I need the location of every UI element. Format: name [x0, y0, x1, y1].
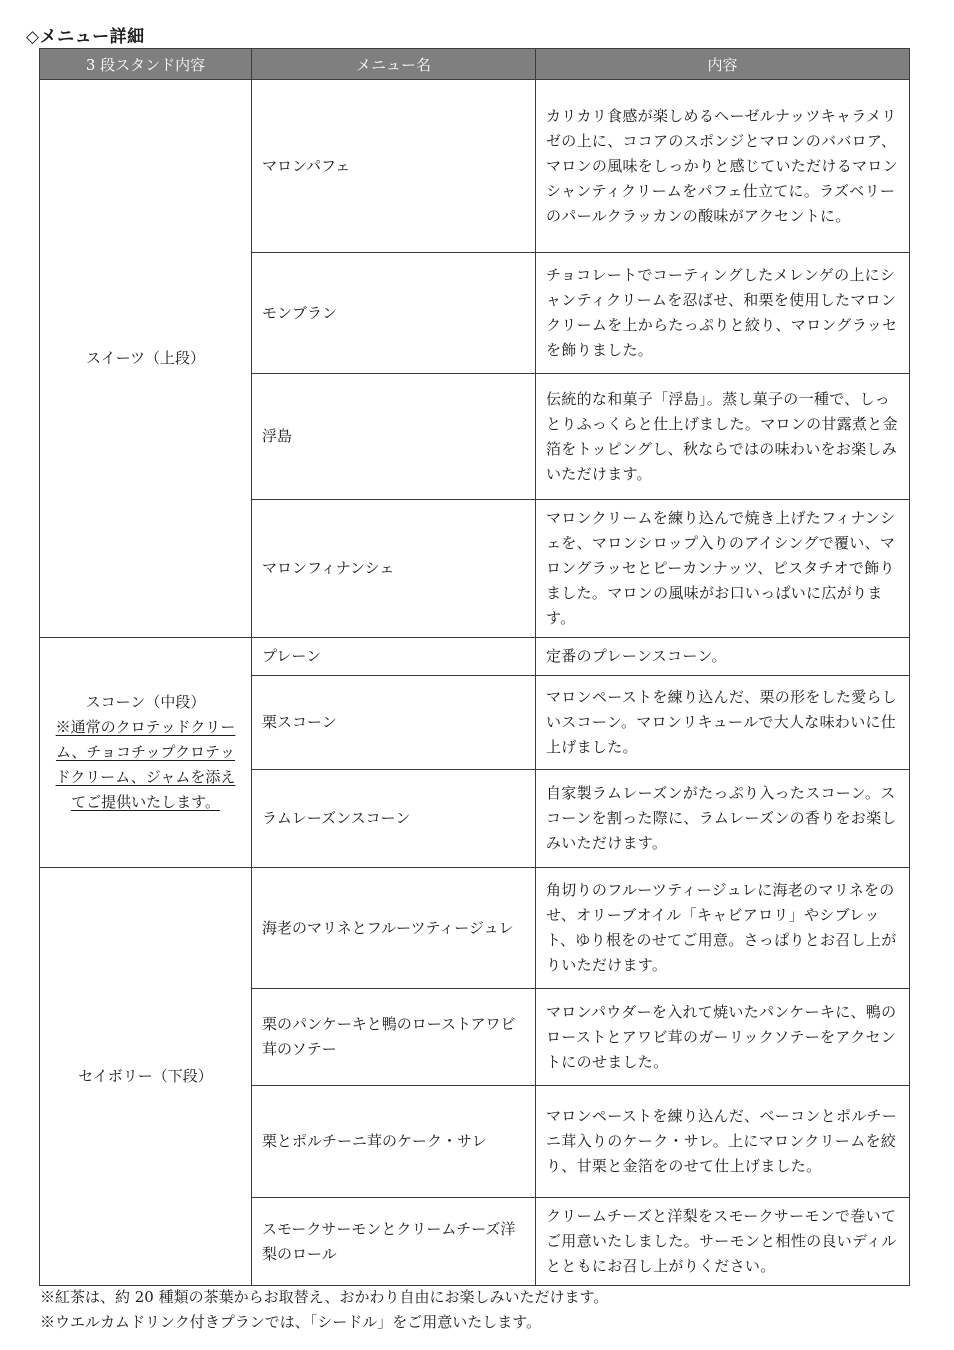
menu-detail-table	[39, 48, 910, 1286]
menu-item-description: 自家製ラムレーズンがたっぷり入ったスコーン。スコーンを割った際に、ラムレーズンの香りをお楽しみいただけます。	[536, 770, 910, 868]
menu-item-name: 浮島	[252, 374, 536, 500]
menu-item-description: 伝統的な和菓子「浮島」。蒸し菓子の一種で、しっとりふっくらと仕上げました。マロンの甘露煮と金箔をトッピングし、秋ならではの味わいをお楽しみいただけます。	[536, 374, 910, 500]
category-note: ※通常のクロテッドクリーム、チョコチップクロテッドクリーム、ジャムを添えてご提供いたします。	[55, 718, 236, 811]
table-row	[40, 80, 910, 253]
category-label: スコーン（中段）	[85, 693, 206, 711]
column-header-content: 内容	[536, 49, 910, 80]
menu-item-description: クリームチーズと洋梨をスモークサーモンで巻いてご用意いたしました。サーモンと相性の良いディルとともにお召し上がりください。	[536, 1198, 910, 1286]
menu-item-name: プレーン	[252, 638, 536, 676]
footnotes	[40, 1285, 608, 1335]
section-heading: ◇メニュー詳細	[26, 27, 145, 47]
menu-item-name: 栗とポルチーニ茸のケーク・サレ	[252, 1086, 536, 1198]
category-label: スイーツ（上段）	[85, 349, 206, 367]
menu-item-description: 定番のプレーンスコーン。	[536, 638, 910, 676]
menu-item-description: マロンパウダーを入れて焼いたパンケーキに、鴨のローストとアワビ茸のガーリックソテーをアクセントにのせました。	[536, 989, 910, 1086]
table-header-row	[40, 49, 910, 80]
footnote-welcome-drink: ※ウエルカムドリンク付きプランでは、「シードル」をご用意いたします。	[40, 1313, 542, 1331]
menu-item-description: カリカリ食感が楽しめるヘーゼルナッツキャラメリゼの上に、ココアのスポンジとマロンのババロア、マロンの風味をしっかりと感じていただけるマロンシャンティクリームをパフェ仕立てに。ラズベリーのパールクラッカンの酸味がアクセントに。	[536, 80, 910, 253]
menu-item-name: 海老のマリネとフルーツティージュレ	[252, 868, 536, 989]
menu-item-description: マロンクリームを練り込んで焼き上げたフィナンシェを、マロンシロップ入りのアイシングで覆い、マロングラッセとピーカンナッツ、ピスタチオで飾りました。マロンの風味がお口いっぱいに広がります。	[536, 500, 910, 638]
menu-item-name: マロンパフェ	[252, 80, 536, 253]
menu-item-name: ラムレーズンスコーン	[252, 770, 536, 868]
menu-item-description: 角切りのフルーツティージュレに海老のマリネをのせ、オリーブオイル「キャビアロリ」やシブレット、ゆり根をのせてご用意。さっぱりとお召し上がりいただけます。	[536, 868, 910, 989]
category-sweets	[40, 80, 252, 638]
category-savory	[40, 868, 252, 1286]
column-header-category: 3 段スタンド内容	[40, 49, 252, 80]
menu-item-description: マロンペーストを練り込んだ、栗の形をした愛らしいスコーン。マロンリキュールで大人な味わいに仕上げました。	[536, 676, 910, 770]
footnote-tea: ※紅茶は、約 20 種類の茶葉からお取替え、おかわり自由にお楽しみいただけます。	[40, 1288, 609, 1306]
menu-item-name: マロンフィナンシェ	[252, 500, 536, 638]
table-row	[40, 868, 910, 989]
menu-item-name: スモークサーモンとクリームチーズ洋梨のロール	[252, 1198, 536, 1286]
column-header-name: メニュー名	[252, 49, 536, 80]
category-label: セイボリー（下段）	[78, 1067, 213, 1085]
menu-item-name: 栗スコーン	[252, 676, 536, 770]
menu-item-name: 栗のパンケーキと鴨のローストアワビ茸のソテー	[252, 989, 536, 1086]
menu-item-description: チョコレートでコーティングしたメレンゲの上にシャンティクリームを忍ばせ、和栗を使用したマロンクリームを上からたっぷりと絞り、マロングラッセを飾りました。	[536, 253, 910, 374]
menu-item-name: モンブラン	[252, 253, 536, 374]
menu-item-description: マロンペーストを練り込んだ、ベーコンとポルチーニ茸入りのケーク・サレ。上にマロンクリームを絞り、甘栗と金箔をのせて仕上げました。	[536, 1086, 910, 1198]
table-row	[40, 638, 910, 676]
category-scones	[40, 638, 252, 868]
